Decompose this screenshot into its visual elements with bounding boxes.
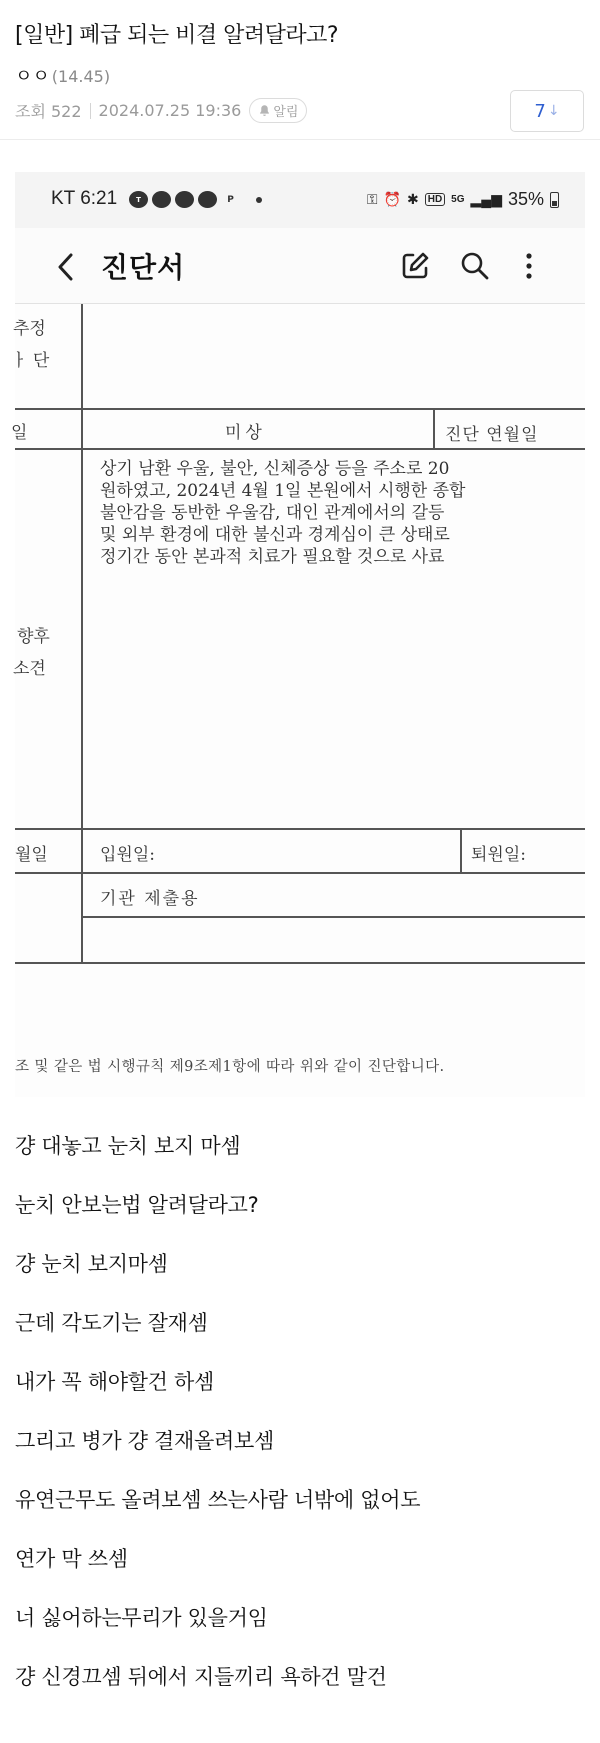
alarm-clock-icon: ⏰: [383, 191, 401, 207]
post-line: 너 싫어하는무리가 있을거임: [15, 1606, 268, 1630]
chat-bubble-icon: [152, 191, 171, 208]
table-line: [81, 916, 585, 918]
post-title: [일반] 폐급 되는 비결 알려달라고?: [15, 23, 339, 48]
post-line: 걍 대놓고 눈치 보지 마셈: [15, 1134, 241, 1158]
comment-count-button[interactable]: [510, 90, 584, 132]
bluetooth-icon: ✱: [406, 191, 419, 207]
table-line: [81, 304, 83, 964]
post-date: 2024.07.25 19:36: [98, 101, 242, 120]
table-line: [15, 872, 585, 874]
5g-icon: 5G: [451, 194, 465, 205]
label-opinion: 소견: [13, 659, 46, 679]
edit-icon[interactable]: [399, 250, 431, 282]
diagnosis-opinion-text: 상기 남환 우울, 불안, 신체증상 등을 주소로 20 원하였고, 2024년 4월 1일 본원에서 시행한 종합 불안감을 동반한 우울감, 대인 관계에서의 갈등 및 외부 환경에 대한 불신과 경계심이 큰 상태로 정기간 동안 본과적 치료가 필요할 것으로 사료: [100, 459, 466, 567]
table-line: [15, 962, 585, 964]
author-info[interactable]: [15, 62, 110, 88]
meta-divider: [90, 103, 91, 119]
table-line: [460, 828, 462, 872]
table-line: [433, 408, 435, 448]
table-line: [15, 828, 585, 830]
document-footer-text: 조 및 같은 법 시행규칙 제9조제1항에 따라 위와 같이 진단합니다.: [15, 1059, 445, 1075]
search-icon[interactable]: [459, 250, 491, 282]
label-diagnosis: ㅏ 단: [11, 351, 50, 371]
label-estimate: 추정: [13, 319, 46, 339]
diagnosis-date-label: 진단 연월일: [445, 425, 539, 445]
post-header: [0, 0, 600, 140]
chat-icon: [175, 191, 194, 208]
admission-date-label: 입원일:: [100, 845, 155, 865]
post-line: 연가 막 쓰셈: [15, 1547, 128, 1571]
post-line: 내가 꼭 해야할건 하셈: [15, 1370, 214, 1394]
post-line: 유연근무도 올려보셈 쓰는사람 너밖에 없어도: [15, 1488, 421, 1512]
label-row-date: 일: [11, 423, 28, 443]
viewer-app-bar: [15, 228, 585, 304]
hd-icon: HD: [425, 193, 445, 206]
embedded-screenshot: [11, 172, 585, 1097]
comment-count: 7: [534, 100, 546, 122]
arrow-down-icon: ↓: [547, 103, 560, 119]
table-line: [15, 408, 585, 410]
author-score: (14.45): [51, 67, 111, 86]
post-body-lines: [15, 1130, 585, 1720]
more-options-icon[interactable]: [513, 250, 545, 282]
status-indicators: [367, 189, 559, 210]
post-line: 그리고 병가 걍 결재올려보셈: [15, 1429, 274, 1453]
delivery-icon: [198, 191, 217, 208]
view-count: 조회 522: [15, 102, 82, 121]
author-name[interactable]: ㅇㅇ: [15, 66, 50, 87]
post-line: 걍 신경끄셈 뒤에서 지들끼리 욕하건 말건: [15, 1665, 387, 1689]
battery-icon: [550, 192, 559, 208]
label-month-day: 월일: [15, 845, 48, 865]
notification-icons: [129, 191, 262, 208]
post-meta: [15, 98, 307, 123]
label-future: 향후: [17, 627, 50, 647]
onset-unknown: 미상: [225, 423, 266, 443]
signal-icon: ▂▄▆: [470, 191, 502, 207]
post-line: 근데 각도기는 잘재셈: [15, 1311, 208, 1335]
back-arrow-icon[interactable]: [51, 250, 81, 284]
alarm-label: 알림: [273, 105, 299, 120]
pay-icon: P: [227, 194, 234, 205]
post-line: 눈치 안보는법 알려달라고?: [15, 1193, 259, 1217]
alarm-button[interactable]: [249, 98, 307, 123]
discharge-date-label: 퇴원일:: [471, 845, 526, 865]
battery-level: 35%: [507, 189, 544, 209]
viewer-title: 진단서: [101, 251, 186, 284]
post-line: 걍 눈치 보지마셈: [15, 1252, 168, 1276]
submission-purpose: 기관 제출용: [100, 889, 200, 909]
status-time: KT 6:21: [51, 188, 118, 209]
table-line: [15, 448, 585, 450]
diagnosis-document: [11, 304, 585, 1097]
talk-icon: T: [129, 191, 148, 208]
more-notifications-icon: [256, 197, 262, 203]
key-icon: ⚿: [366, 191, 378, 207]
phone-status-bar: [15, 172, 585, 228]
bell-icon: [258, 104, 271, 117]
